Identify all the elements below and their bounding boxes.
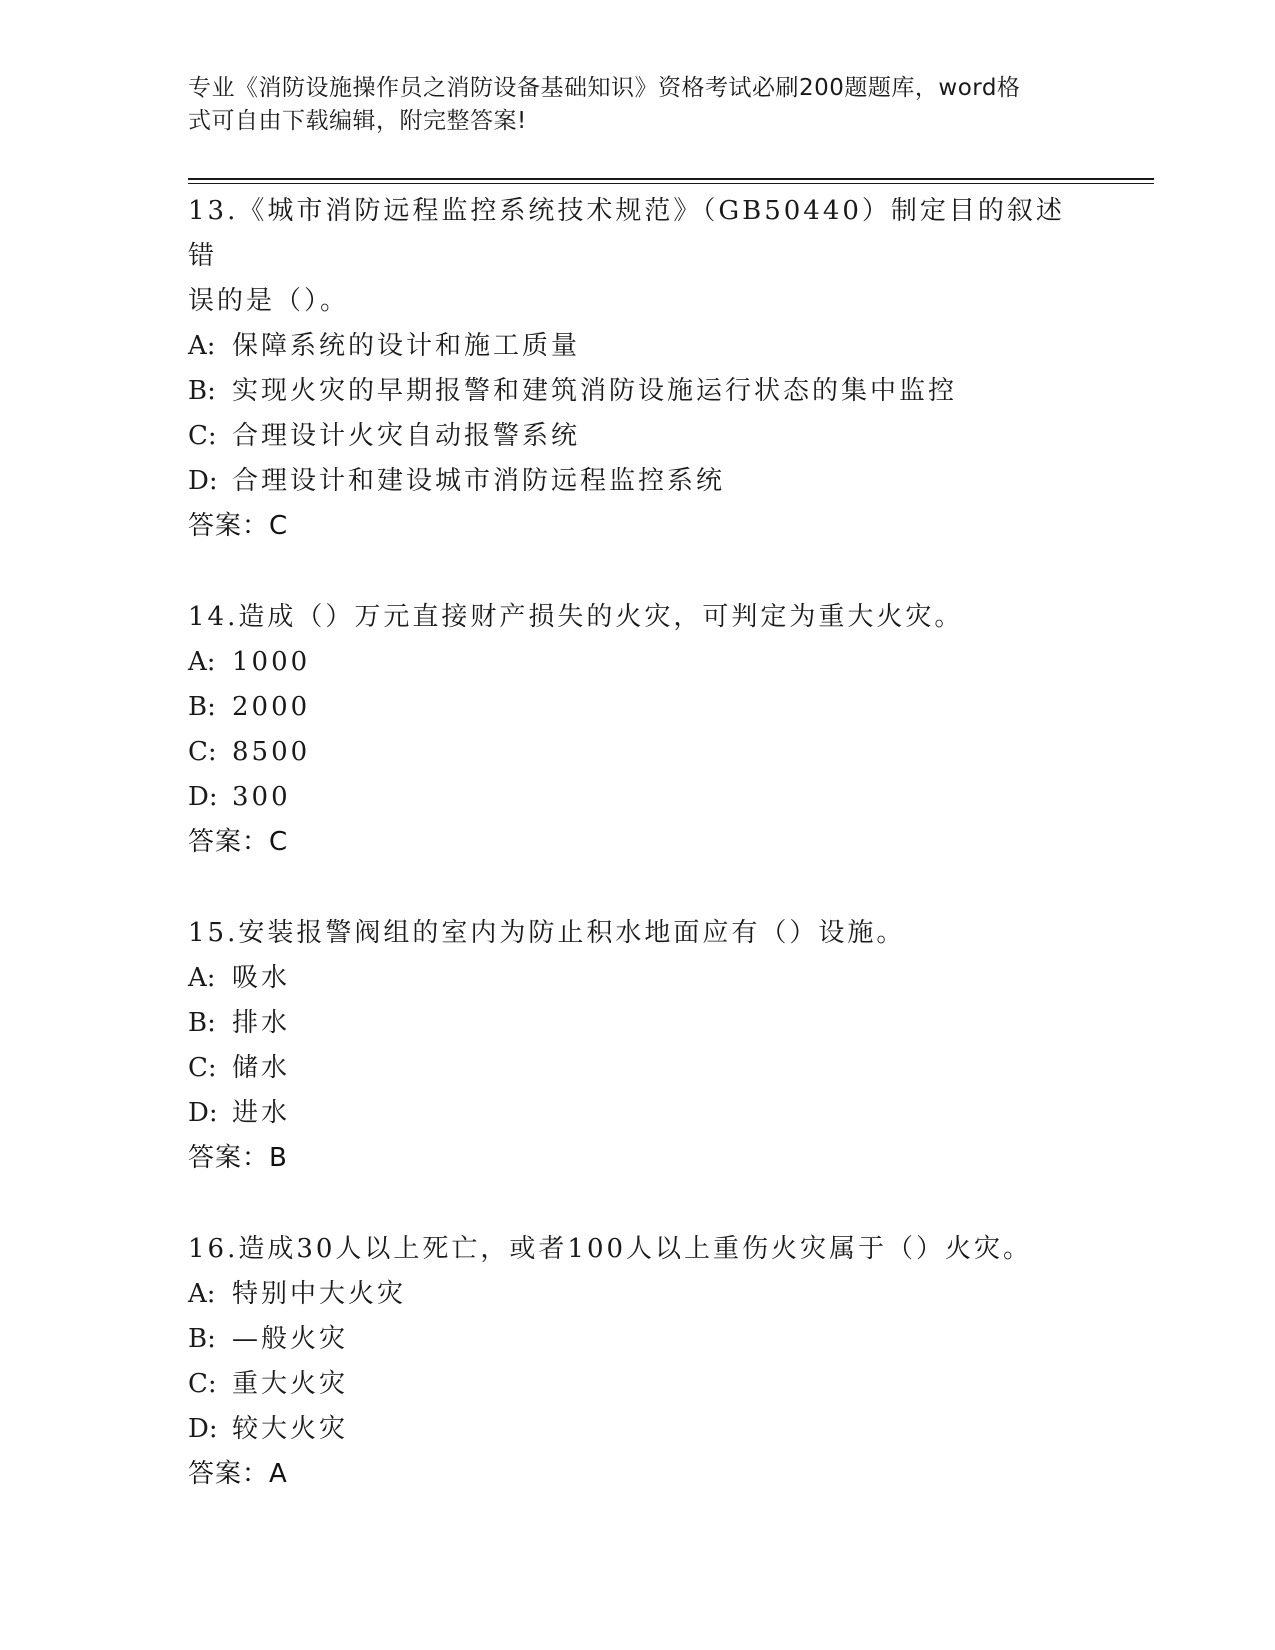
option-c <box>188 1046 1088 1091</box>
option-text: 实现火灾的早期报警和建筑消防设施运行状态的集中监控 <box>232 376 958 406</box>
option-text: 2000 <box>232 692 311 722</box>
question-stem <box>188 594 1088 640</box>
option-d <box>188 1407 1088 1452</box>
header-divider-thick <box>188 178 1154 180</box>
option-text: 吸水 <box>232 963 291 993</box>
option-text: 保障系统的设计和施工质量 <box>232 331 581 361</box>
option-text: 重大火灾 <box>232 1369 349 1399</box>
option-a <box>188 956 1088 1001</box>
option-label: C: <box>188 421 217 451</box>
question-stem-line: 14.造成（）万元直接财产损失的火灾，可判定为重大火灾。 <box>188 602 964 632</box>
option-a <box>188 1272 1088 1317</box>
page-header <box>188 72 1068 138</box>
option-text: 特别中大火灾 <box>232 1279 407 1309</box>
option-c <box>188 1362 1088 1407</box>
option-label: B: <box>188 1324 216 1354</box>
option-label: A: <box>188 647 216 677</box>
option-d <box>188 1091 1088 1136</box>
option-text: 排水 <box>232 1008 291 1038</box>
option-label: C: <box>188 1053 217 1083</box>
option-c <box>188 414 1088 459</box>
question-spacer <box>188 865 1088 910</box>
option-b <box>188 1317 1088 1362</box>
option-a <box>188 324 1088 369</box>
option-label: D: <box>188 466 218 496</box>
option-b <box>188 685 1088 730</box>
option-label: A: <box>188 331 216 361</box>
question-14 <box>188 594 1088 865</box>
question-list <box>188 188 1088 1497</box>
question-stem-line: 16.造成30人以上死亡，或者100人以上重伤火灾属于（）火灾。 <box>188 1234 1033 1264</box>
question-stem <box>188 188 1088 324</box>
option-label: C: <box>188 1369 217 1399</box>
header-divider-thin <box>188 183 1154 184</box>
option-text: 较大火灾 <box>232 1414 349 1444</box>
option-label: D: <box>188 782 218 812</box>
header-line-2: 式可自由下载编辑，附完整答案! <box>188 108 527 134</box>
question-stem <box>188 1226 1088 1272</box>
option-label: B: <box>188 692 216 722</box>
answer-line: 答案：C <box>188 827 289 857</box>
option-text: 合理设计火灾自动报警系统 <box>232 421 581 451</box>
option-text: 进水 <box>232 1098 291 1128</box>
option-text: 储水 <box>232 1053 291 1083</box>
answer-line: 答案：B <box>188 1143 288 1173</box>
header-line-1: 专业《消防设施操作员之消防设备基础知识》资格考试必刷200题题库，word格 <box>188 75 1021 101</box>
option-d <box>188 775 1088 820</box>
option-label: C: <box>188 737 217 767</box>
question-13 <box>188 188 1088 549</box>
question-stem-line: 误的是（）。 <box>188 286 350 316</box>
option-text: 300 <box>232 782 291 812</box>
question-stem <box>188 910 1088 956</box>
option-b <box>188 1001 1088 1046</box>
option-label: A: <box>188 963 216 993</box>
question-15 <box>188 910 1088 1181</box>
option-label: B: <box>188 1008 216 1038</box>
question-stem-line: 13.《城市消防远程监控系统技术规范》（GB50440）制定目的叙述错 <box>188 196 1065 271</box>
option-text: —般火灾 <box>232 1324 349 1354</box>
option-d <box>188 459 1088 504</box>
option-c <box>188 730 1088 775</box>
option-label: D: <box>188 1098 218 1128</box>
option-label: D: <box>188 1414 218 1444</box>
option-text: 1000 <box>232 647 311 677</box>
question-16 <box>188 1226 1088 1497</box>
option-label: B: <box>188 376 216 406</box>
question-stem-line: 15.安装报警阀组的室内为防止积水地面应有（）设施。 <box>188 918 906 948</box>
question-spacer <box>188 549 1088 594</box>
option-b <box>188 369 1088 414</box>
option-text: 8500 <box>232 737 311 767</box>
question-spacer <box>188 1181 1088 1226</box>
answer-line: 答案：C <box>188 511 289 541</box>
answer-line: 答案：A <box>188 1459 288 1489</box>
option-text: 合理设计和建设城市消防远程监控系统 <box>232 466 726 496</box>
option-label: A: <box>188 1279 216 1309</box>
option-a <box>188 640 1088 685</box>
